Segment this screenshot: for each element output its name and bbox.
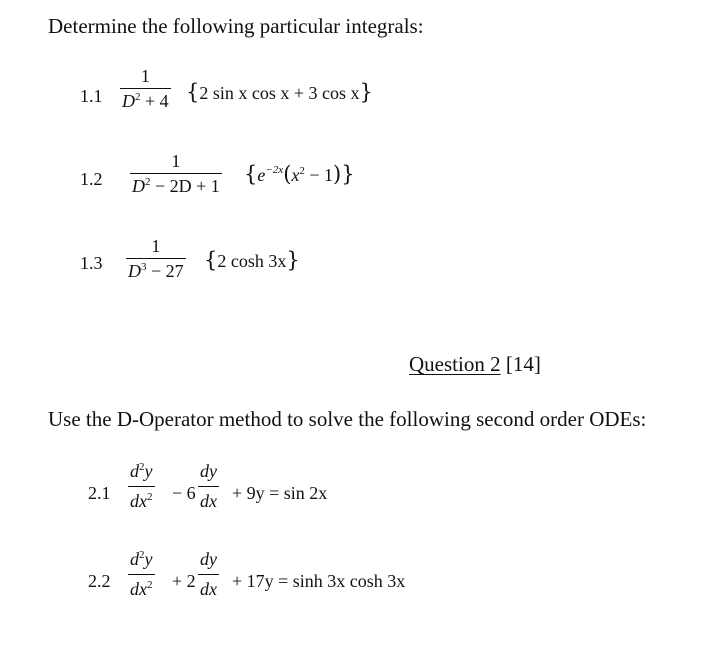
operand-text: 2 sin x cos x + 3 cos x — [199, 83, 360, 103]
operand-1-3: {2 cosh 3x} — [204, 248, 300, 272]
operand-text: 2 cosh 3x — [217, 251, 287, 271]
item-number-1-2: 1.2 — [80, 169, 103, 189]
section-heading: Determine the following particular integrals: — [48, 14, 424, 38]
fraction-numerator: dy — [200, 461, 217, 481]
operator-fraction-1-2 — [130, 152, 222, 195]
fraction-denominator: $D^2 - 2D + 1$ — [132, 176, 220, 196]
equation-rest-2-1: + 9y = sin 2x — [232, 483, 328, 503]
question-marks: [14] — [505, 352, 541, 376]
operand-1-1: {2 sin x cos x + 3 cos x} — [186, 80, 373, 104]
coefficient-2-1: − 6 — [172, 483, 196, 503]
fraction-denominator: dx — [200, 491, 217, 511]
equation-rest-2-2: + 17y = sinh 3x cosh 3x — [232, 571, 406, 591]
fraction-numerator: 1 — [171, 151, 181, 171]
fraction-numerator: 1 — [151, 236, 161, 256]
fraction-denominator: $D^2 + 4$ — [122, 91, 169, 111]
fraction-numerator: 1 — [140, 66, 150, 86]
question-title: Question 2 — [409, 352, 501, 376]
fraction-denominator: $D^3 - 27$ — [128, 261, 184, 281]
operand-1-2: $\{e^{-2x}(x^2 - 1)\}$ — [244, 162, 355, 186]
first-derivative-2-1 — [198, 462, 219, 510]
fraction-numerator: $d^2y$ — [130, 461, 153, 481]
question-2-instruction: Use the D-Operator method to solve the following second order ODEs: — [48, 407, 647, 431]
fraction-denominator: dx — [200, 579, 217, 599]
question-2-header — [409, 352, 541, 377]
second-derivative-2-2 — [128, 550, 155, 598]
operator-fraction-1-3 — [126, 237, 186, 280]
first-derivative-2-2 — [198, 550, 219, 598]
item-number-2-1: 2.1 — [88, 483, 111, 503]
item-number-1-3: 1.3 — [80, 253, 103, 273]
item-number-2-2: 2.2 — [88, 571, 111, 591]
fraction-numerator: $d^2y$ — [130, 549, 153, 569]
fraction-numerator: dy — [200, 549, 217, 569]
fraction-denominator: $dx^2$ — [130, 579, 153, 599]
coefficient-2-2: + 2 — [172, 571, 196, 591]
second-derivative-2-1 — [128, 462, 155, 510]
operator-fraction-1-1 — [120, 67, 171, 110]
fraction-denominator: $dx^2$ — [130, 491, 153, 511]
item-number-1-1: 1.1 — [80, 86, 103, 106]
